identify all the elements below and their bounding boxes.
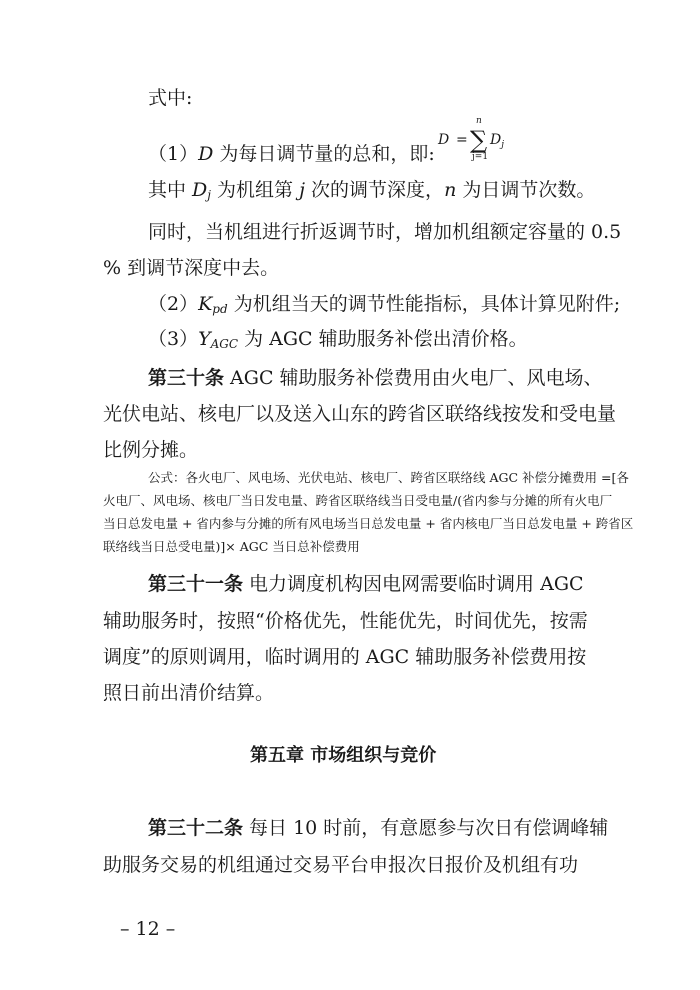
formula-note-line: 火电厂、风电场、核电厂当日发电量、跨省区联络线当日受电量/(省内参与分摊的所有火电厂 [103,493,613,508]
text-line: （1）D 为每日调节量的总和，即: [148,143,435,165]
text-line: 调度”的原则调用，临时调用的 AGC 辅助服务补偿费用按 [103,646,587,668]
article-heading-line: 第三十一条 电力调度机构因电网需要临时调用 AGC [148,573,584,595]
summation-formula [438,112,538,168]
text-line: 同时，当机组进行折返调节时，增加机组额定容量的 0.5 [148,221,622,243]
text-line: 其中 $D_j$ 为机组第 j 次的调节深度，n 为日调节次数。 [148,179,596,202]
article-number: 第三十二条 [148,817,244,839]
text-line: 比例分摊。 [103,439,199,461]
formula-lhs: D [438,132,450,148]
formula-equals: = [456,132,468,148]
article-number: 第三十条 [148,367,225,389]
text-line: 照日前出清价结算。 [103,682,275,704]
article-heading-line: 第三十二条 每日 10 时前，有意愿参与次日有偿调峰辅 [148,817,609,839]
formula-rhs: $D_j$ [490,132,505,150]
formula-note-line: 当日总发电量 + 省内参与分摊的所有风电场当日总发电量 + 省内核电厂当日总发电量 + 跨省区 [103,516,634,531]
page-number: – 12 – [120,918,176,940]
chapter-heading: 第五章 市场组织与竞价 [250,745,437,766]
text-line: 式中: [148,87,193,109]
article-number: 第三十一条 [148,573,244,595]
text-line: % 到调节深度中去。 [103,257,280,279]
formula-upper-limit: n [476,116,482,126]
article-heading-line: 第三十条 AGC 辅助服务补偿费用由火电厂、风电场、 [148,367,603,389]
text-line: $(3)Y_{AGC}$ 为 AGC 辅助服务补偿出清价格。 [148,328,528,351]
formula-lower-limit: j=1 [472,152,489,162]
formula-note-line: 公式：各火电厂、风电场、光伏电站、核电厂、跨省区联络线 AGC 补偿分摊费用 =[各 [148,470,629,485]
sigma-symbol: ∑ [470,126,488,154]
text-line: 光伏电站、核电厂以及送入山东的跨省区联络线按发和受电量 [103,403,617,425]
text-line: 助服务交易的机组通过交易平台申报次日报价及机组有功 [103,854,579,876]
text-line: 辅助服务时，按照“价格优先，性能优先，时间优先，按需 [103,610,588,632]
formula-note-line: 联络线当日总受电量)]× AGC 当日总补偿费用 [103,539,360,554]
text-line: $(2)K_{pd}$ 为机组当天的调节性能指标，具体计算见附件; [148,293,621,316]
